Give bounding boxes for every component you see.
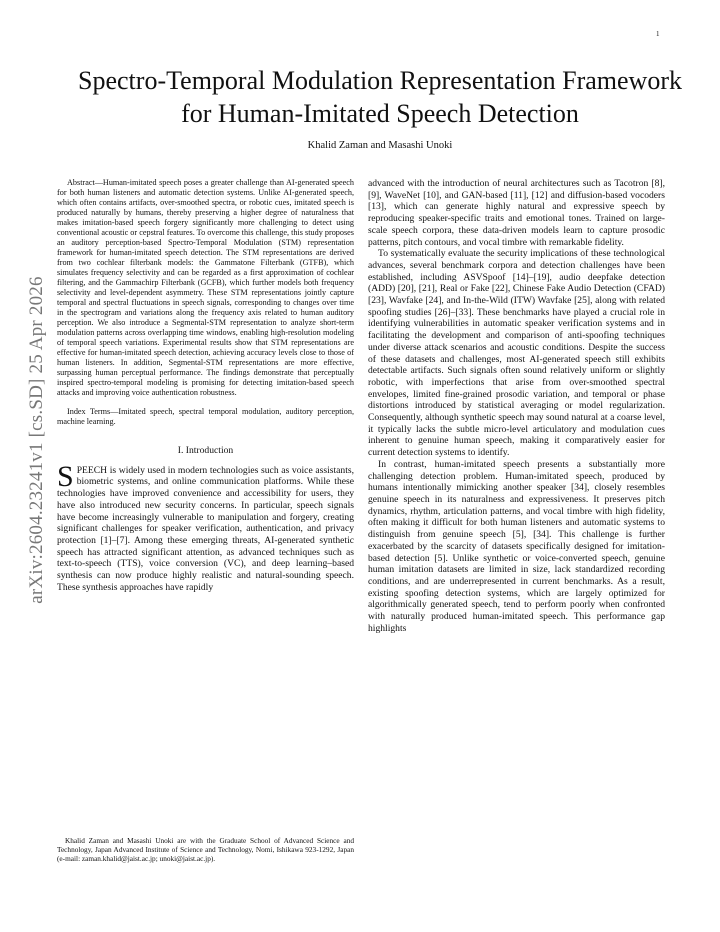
arxiv-identifier: [22, 200, 52, 680]
drop-cap: S: [57, 459, 74, 493]
right-column: [368, 178, 665, 634]
abstract-text: Abstract—Human-imitated speech poses a greater challenge than AI-generated speech for both human listeners and automatic detection systems. Unlike AI-generated speech, which often contains artifacts, over-smoothed spectra, or robotic cues, imitated speech is produced naturally by humans, thereby preserving a higher degree of naturalness that makes imitation-based speech forgery significantly more challenging to detect using conventional acoustic or cepstral features. To overcome this challenge, this study proposes an auditory perception-based Spectro-Temporal Modulation (STM) representation framework for human-imitated speech detection. The STM representations are derived from two cochlear filterbank models: the Gammatone Filterbank (GTFB), which simulates frequency selectivity and can be regarded as a first approximation of cochlear filtering, and the Gammachirp Filterbank (GCFB), which further models both frequency selectivity and level-dependent asymmetry. These STM representations jointly capture temporal and spectral fluctuations in speech signals, corresponding to changes over time in the spectrogram and variations along the frequency axis related to human auditory perception. We also introduce a Segmental-STM representation to analyze short-term modulation patterns across overlapping time windows, enabling high-resolution modeling of temporal speech variations. Experimental results show that STM representations are effective for human-imitated speech detection, achieving accuracy levels close to those of human listeners. In addition, Segmental-STM representations are more effective, surpassing human perceptual performance. The findings demonstrate that perceptually inspired spectro-temporal modeling is promising for detecting imitation-based speech attacks and improving voice authentication robustness.: [57, 178, 354, 397]
intro-paragraph: [57, 459, 354, 594]
author-footnote: [57, 836, 354, 863]
paper-title: Spectro-Temporal Modulation Representation Framework for Human-Imitated Speech Detection: [78, 66, 682, 128]
body-paragraph: In contrast, human-imitated speech presents a substantially more challenging detection problem. Human-imitated speech, produced by humans intentionally mimicking another speaker [34], closely resembles genuine speech in its naturalness and expressiveness. It preserves pitch dynamics, rhythm, articulation patterns, and vocal timbre with high fidelity, often making it difficult for both human listeners and automatic systems to distinguish from genuine speech [5], [34]. This challenge is further exacerbated by the scarcity of datasets specifically designed for imitation-based detection [5]. Unlike synthetic or voice-converted speech, genuine human imitation datasets are limited in size, lack standardized recording conditions, and are underrepresented in current benchmarks. As a result, existing spoofing detection systems, which are largely optimized for algorithmically generated speech, tend to perform poorly when confronted with naturally produced human-imitated speech. This performance gap highlights: [368, 458, 665, 634]
index-terms: Index Terms—Imitated speech, spectral temporal modulation, auditory perception, machine learning.: [57, 407, 354, 426]
body-paragraph: advanced with the introduction of neural architectures such as Tacotron [8], [9], WaveNet [10], and GAN-based [11], [12] and diffusion-based vocoders [13], which can generate highly natural and expressive speech by reproducing speaker-specific traits and emotional tones. Trained on large-scale speech corpora, these data-driven models learn to capture prosodic patterns, pitch contours, and vocal timbre with remarkable fidelity.: [368, 178, 665, 248]
page-number: 1: [656, 30, 660, 38]
arxiv-identifier-text: arXiv:2604.23241v1 [cs.SD] 25 Apr 2026: [26, 276, 47, 604]
body-paragraph: To systematically evaluate the security implications of these technological advances, several benchmark corpora and detection challenges have been established, including ASVSpoof [14]–[19], audio deepfake detection (ADD) [20], [21], Real or Fake [22], Chinese Fake Audio Detection (CFAD) [23], Wavfake [24], and In-the-Wild (ITW) Wavfake [25], along with related spoofing studies [26]–[33]. These benchmarks have played a crucial role in identifying vulnerabilities in automatic speaker verification systems and in facilitating the development and comparison of anti-spoofing techniques under diverse attack scenarios and acoustic conditions. Despite the success of these datasets and challenges, most AI-generated speech still exhibits detectable artifacts. Such signals often sound relatively uniform or slightly robotic, with imperfections that arise from over-smoothed spectral envelopes, limited fine-grained prosodic variation, and temporal or phase distortions introduced by statistical averaging or model regularization. Consequently, although synthetic speech may sound natural at a coarse level, it typically lacks the subtle micro-level articulatory and modulation cues inherent to genuine human speech, making it comparatively easier for current detection systems to identify.: [368, 248, 665, 459]
paper-authors: Khalid Zaman and Masashi Unoki: [307, 140, 453, 151]
abstract-section: [57, 178, 354, 427]
intro-paragraph-text: PEECH is widely used in modern technologies such as voice assistants, biometric systems, and online communication platforms. While these technologies have improved convenience and accessibility for users, they have also introduced new security concerns. In particular, speech signals have become increasingly vulnerable to manipulation and forgery, creating significant challenges for speaker verification, authentication, and privacy protection [1]–[7]. Among these emerging threats, AI-generated synthetic speech has attracted significant attention, as advanced techniques such as text-to-speech (TTS), voice conversion (VC), and deep learning–based synthesis can now produce highly realistic and natural-sounding speech. These synthesis approaches have rapidly: [57, 464, 354, 593]
author-footnote-text: Khalid Zaman and Masashi Unoki are with the Graduate School of Advanced Science and Technology, Japan Advanced Institute of Science and Technology, Nomi, Ishikawa 923-1292, Japan (e-mail: zaman.khalid@jaist.ac.jp; unoki@jaist.ac.jp).: [57, 836, 354, 863]
section-heading-introduction: I. Introduction: [177, 445, 234, 456]
left-column: [57, 178, 354, 593]
